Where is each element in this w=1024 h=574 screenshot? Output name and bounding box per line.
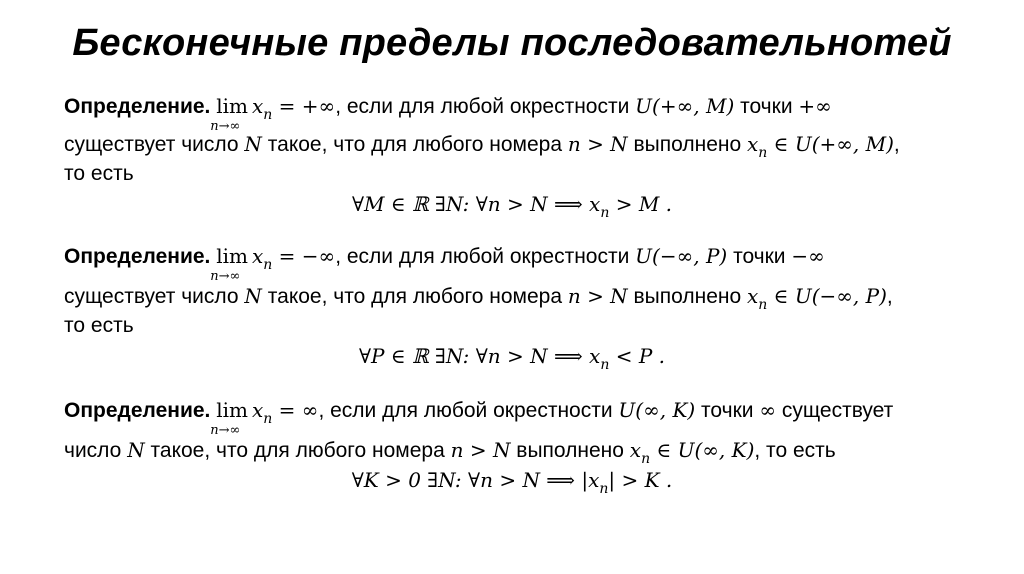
definition-2-formula: ∀P ∈ ℝ ∃N: ∀n > N ⟹ $x_n < P$ . — [358, 344, 666, 373]
definition-3-line-2: число N такое, что для любого номера n > N выполнено $x_n$ ∈ U(∞, K), то есть — [64, 438, 836, 467]
definition-2-line-1: Определение. lim n→∞ $x_n$ = −∞, если для любой окрестности U(−∞, P) точки −∞ — [64, 244, 825, 284]
definition-label: Определение. — [64, 245, 211, 268]
definition-2-line-3: то есть — [64, 314, 134, 337]
limit-operator: lim n→∞ — [210, 398, 248, 438]
definition-3-formula: ∀K > 0 ∃N: ∀n > N ⟹ $|x_n| > K$ . — [351, 468, 673, 497]
definition-label: Определение. — [64, 399, 211, 422]
definition-1-line-1: Определение. lim n→∞ $x_n$ = +∞, если для любой окрестности U(+∞, M) точки +∞ — [64, 94, 832, 134]
limit-operator: lim n→∞ — [210, 94, 248, 134]
definition-2-line-2: существует число N такое, что для любого номера n > N выполнено $x_n$ ∈ U(−∞, P), — [64, 284, 893, 313]
definition-3-line-1: Определение. lim n→∞ $x_n$ = ∞, если для любой окрестности U(∞, K) точки ∞ существует — [64, 398, 894, 438]
definition-1-line-3: то есть — [64, 162, 134, 185]
definition-label: Определение. — [64, 95, 211, 118]
definition-1-line-2: существует число N такое, что для любого номера n > N выполнено $x_n$ ∈ U(+∞, M), — [64, 132, 900, 161]
definition-1-formula: ∀M ∈ ℝ ∃N: ∀n > N ⟹ $x_n > M$ . — [351, 192, 673, 221]
limit-operator: lim n→∞ — [210, 244, 248, 284]
page-title: Бесконечные пределы последовательнотей — [72, 22, 952, 64]
